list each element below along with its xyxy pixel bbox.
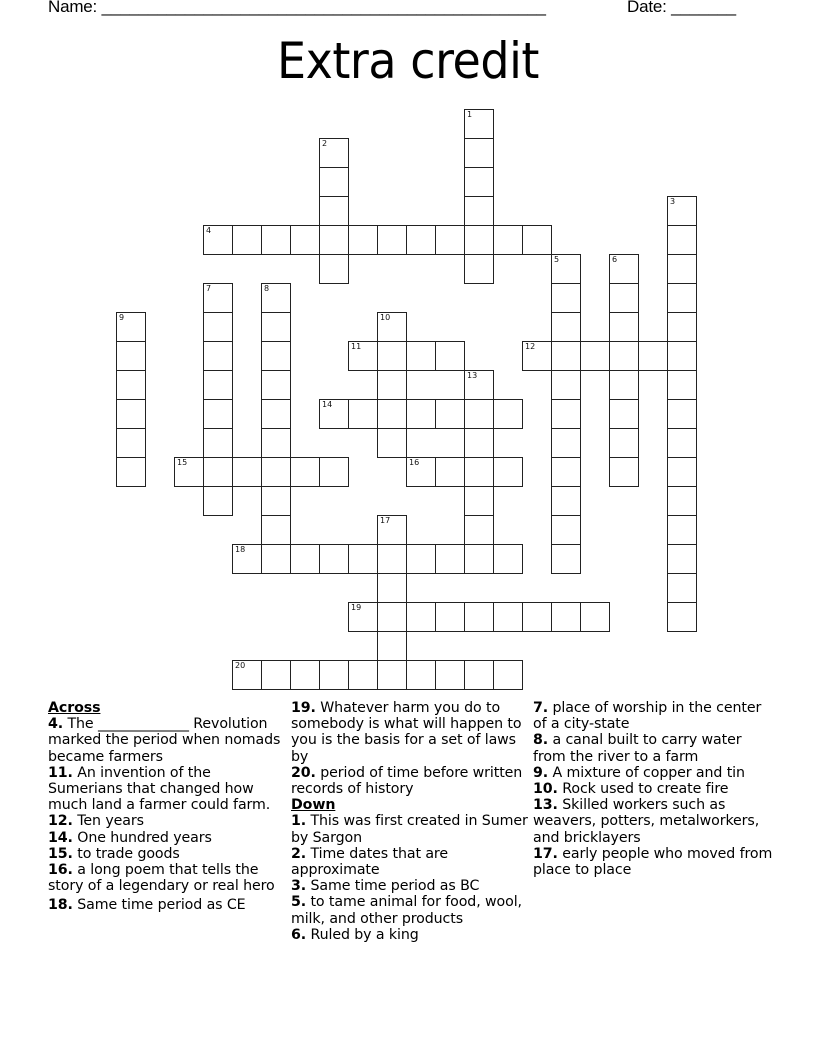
crossword-cell[interactable] [377, 428, 407, 458]
crossword-cell[interactable] [464, 138, 494, 168]
crossword-cell[interactable] [464, 254, 494, 284]
crossword-cell[interactable] [348, 399, 378, 429]
crossword-cell[interactable] [464, 602, 494, 632]
clue-text: Whatever harm you do to somebody is what will happen to you is the basis for a set of laws by [291, 700, 522, 765]
crossword-cell[interactable] [377, 602, 407, 632]
crossword-cell[interactable] [551, 602, 581, 632]
crossword-cell[interactable] [261, 399, 291, 429]
crossword-cell[interactable] [377, 573, 407, 603]
clue-down-5 [291, 894, 531, 926]
crossword-cell[interactable] [609, 370, 639, 400]
cell-number: 5 [554, 255, 560, 264]
clue-across-11 [48, 765, 288, 814]
clue-number: 8. [533, 732, 549, 749]
crossword-cell[interactable] [667, 341, 697, 371]
crossword-cell[interactable] [667, 370, 697, 400]
cell-number: 20 [235, 661, 246, 670]
clue-number: 12. [48, 813, 73, 830]
clue-across-15 [48, 846, 288, 862]
clue-number: 10. [533, 781, 558, 798]
crossword-cell[interactable] [551, 515, 581, 545]
clue-number: 3. [291, 878, 307, 895]
crossword-cell[interactable] [464, 428, 494, 458]
crossword-cell[interactable] [290, 457, 320, 487]
clue-text: This was first created in Sumer by Sargon [291, 813, 528, 846]
crossword-cell[interactable] [551, 341, 581, 371]
clue-number: 14. [48, 829, 73, 846]
clue-text: Rock used to create fire [557, 781, 729, 798]
crossword-cell[interactable] [203, 341, 233, 371]
clue-down-17 [533, 846, 773, 878]
crossword-cell[interactable] [377, 631, 407, 661]
crossword-cell[interactable] [609, 399, 639, 429]
date-field-label[interactable]: Date: _______ [627, 0, 736, 16]
crossword-cell[interactable] [261, 544, 291, 574]
crossword-cell[interactable] [261, 457, 291, 487]
cell-number: 12 [525, 342, 536, 351]
crossword-cell[interactable] [377, 660, 407, 690]
crossword-cell[interactable] [203, 428, 233, 458]
crossword-cell[interactable] [377, 341, 407, 371]
clue-number: 15. [48, 845, 73, 862]
crossword-cell[interactable] [667, 225, 697, 255]
clue-across-16 [48, 862, 288, 894]
crossword-cell[interactable] [464, 370, 494, 400]
crossword-cell[interactable] [348, 544, 378, 574]
crossword-cell[interactable] [609, 312, 639, 342]
clue-number: 11. [48, 764, 73, 781]
crossword-cell[interactable] [667, 428, 697, 458]
crossword-cell[interactable] [435, 660, 465, 690]
crossword-cell[interactable] [493, 225, 523, 255]
clue-text: Ten years [72, 813, 144, 830]
clue-text: place of worship in the center of a city-state [533, 700, 762, 733]
crossword-cell[interactable] [232, 660, 262, 690]
crossword-cell[interactable] [522, 225, 552, 255]
clue-down-7 [533, 700, 773, 732]
clue-text: Same time period as BC [306, 878, 480, 895]
crossword-cell[interactable] [435, 341, 465, 371]
clue-text: The _____________ Revolution marked the period when nomads became farmers [48, 716, 281, 765]
crossword-cell[interactable] [261, 283, 291, 313]
crossword-cell[interactable] [551, 254, 581, 284]
crossword-cell[interactable] [290, 225, 320, 255]
cell-number: 6 [612, 255, 618, 264]
clue-down-2 [291, 846, 531, 878]
clue-across-18 [48, 897, 288, 913]
crossword-cell[interactable] [203, 457, 233, 487]
crossword-cell[interactable] [667, 573, 697, 603]
crossword-cell[interactable] [638, 341, 668, 371]
clue-number: 2. [291, 845, 307, 862]
crossword-cell[interactable] [319, 457, 349, 487]
crossword-cell[interactable] [406, 457, 436, 487]
clue-text: a long poem that tells the story of a legendary or real hero [48, 862, 275, 895]
crossword-cell[interactable] [261, 515, 291, 545]
down-heading: Down [291, 797, 336, 814]
clue-text: Ruled by a king [306, 926, 419, 943]
crossword-cell[interactable] [377, 312, 407, 342]
clue-number: 17. [533, 845, 558, 862]
clue-number: 13. [533, 797, 558, 814]
crossword-cell[interactable] [435, 544, 465, 574]
crossword-cell[interactable] [522, 341, 552, 371]
crossword-cell[interactable] [319, 225, 349, 255]
crossword-cell[interactable] [667, 457, 697, 487]
clue-across-14 [48, 830, 288, 846]
crossword-cell[interactable] [261, 341, 291, 371]
clue-number: 7. [533, 700, 549, 716]
crossword-cell[interactable] [348, 602, 378, 632]
clue-down-1 [291, 813, 531, 845]
clue-down-6 [291, 927, 531, 943]
crossword-cell[interactable] [609, 428, 639, 458]
crossword-cell[interactable] [435, 457, 465, 487]
crossword-cell[interactable] [464, 109, 494, 139]
crossword-cell[interactable] [406, 399, 436, 429]
crossword-cell[interactable] [232, 457, 262, 487]
clue-number: 6. [291, 926, 307, 943]
clue-down-3 [291, 878, 531, 894]
clue-text: a canal built to carry water from the river to a farm [533, 732, 742, 765]
crossword-cell[interactable] [261, 370, 291, 400]
crossword-cell[interactable] [493, 457, 523, 487]
crossword-cell[interactable] [203, 225, 233, 255]
crossword-cell[interactable] [116, 428, 146, 458]
crossword-cell[interactable] [203, 283, 233, 313]
crossword-cell[interactable] [667, 254, 697, 284]
name-field-label[interactable]: Name: ________________________________________________ [48, 0, 546, 16]
cell-number: 14 [322, 400, 333, 409]
crossword-cell[interactable] [319, 254, 349, 284]
crossword-cell[interactable] [261, 486, 291, 516]
clues-column-1 [48, 700, 288, 914]
crossword-cell[interactable] [609, 283, 639, 313]
crossword-cell[interactable] [493, 544, 523, 574]
clue-down-8 [533, 732, 773, 764]
crossword-cell[interactable] [667, 544, 697, 574]
crossword-cell[interactable] [232, 544, 262, 574]
cell-number: 16 [409, 458, 420, 467]
crossword-cell[interactable] [551, 283, 581, 313]
crossword-cell[interactable] [551, 312, 581, 342]
crossword-cell[interactable] [551, 399, 581, 429]
cell-number: 2 [322, 139, 328, 148]
crossword-cell[interactable] [377, 515, 407, 545]
crossword-cell[interactable] [406, 341, 436, 371]
clue-number: 5. [291, 894, 307, 911]
crossword-cell[interactable] [464, 515, 494, 545]
crossword-cell[interactable] [493, 660, 523, 690]
crossword-cell[interactable] [667, 312, 697, 342]
clue-text: period of time before written records of history [291, 764, 523, 798]
crossword-cell[interactable] [667, 515, 697, 545]
clues-column-2 [291, 700, 531, 943]
crossword-cell[interactable] [290, 544, 320, 574]
cell-number: 15 [177, 458, 188, 467]
cell-number: 9 [119, 313, 125, 322]
crossword-cell[interactable] [464, 660, 494, 690]
clue-number: 1. [291, 813, 307, 830]
crossword-cell[interactable] [667, 602, 697, 632]
clue-across-20 [291, 765, 531, 797]
page-title: Extra credit [276, 32, 540, 90]
crossword-cell[interactable] [667, 283, 697, 313]
clue-across-4 [48, 716, 288, 765]
crossword-cell[interactable] [435, 225, 465, 255]
crossword-cell[interactable] [464, 486, 494, 516]
clue-text: Skilled workers such as weavers, potters, metalworkers, and bricklayers [533, 797, 760, 846]
clue-across-19 [291, 700, 531, 765]
cell-number: 7 [206, 284, 212, 293]
clues-column-3 [533, 700, 773, 878]
crossword-cell[interactable] [522, 602, 552, 632]
crossword-cell[interactable] [203, 370, 233, 400]
crossword-cell[interactable] [580, 602, 610, 632]
clue-down-13 [533, 797, 773, 846]
crossword-cell[interactable] [406, 544, 436, 574]
crossword-cell[interactable] [667, 196, 697, 226]
crossword-cell[interactable] [116, 312, 146, 342]
crossword-cell[interactable] [319, 167, 349, 197]
crossword-cell[interactable] [261, 225, 291, 255]
crossword-cell[interactable] [609, 341, 639, 371]
crossword-cell[interactable] [261, 428, 291, 458]
crossword-cell[interactable] [551, 370, 581, 400]
cell-number: 1 [467, 110, 473, 119]
crossword-cell[interactable] [203, 486, 233, 516]
clue-across-12 [48, 813, 288, 829]
clue-number: 18. [48, 897, 73, 914]
crossword-cell[interactable] [377, 399, 407, 429]
crossword-cell[interactable] [435, 602, 465, 632]
crossword-cell[interactable] [319, 138, 349, 168]
crossword-cell[interactable] [203, 399, 233, 429]
clue-text: to tame animal for food, wool, milk, and other products [291, 894, 522, 927]
crossword-cell[interactable] [406, 602, 436, 632]
crossword-cell[interactable] [319, 660, 349, 690]
clue-number: 16. [48, 862, 73, 879]
crossword-cell[interactable] [493, 399, 523, 429]
crossword-cell[interactable] [493, 602, 523, 632]
cell-number: 18 [235, 545, 246, 554]
crossword-cell[interactable] [319, 399, 349, 429]
crossword-cell[interactable] [232, 225, 262, 255]
crossword-cell[interactable] [464, 196, 494, 226]
clue-down-9 [533, 765, 773, 781]
crossword-cell[interactable] [464, 544, 494, 574]
cell-number: 17 [380, 516, 391, 525]
crossword-cell[interactable] [551, 486, 581, 516]
crossword-cell[interactable] [464, 167, 494, 197]
crossword-cell[interactable] [203, 312, 233, 342]
crossword-cell[interactable] [551, 457, 581, 487]
clue-text: early people who moved from place to place [533, 845, 773, 879]
clue-number: 19. [291, 700, 316, 716]
crossword-cell[interactable] [174, 457, 204, 487]
crossword-cell[interactable] [348, 341, 378, 371]
crossword-cell[interactable] [551, 428, 581, 458]
crossword-cell[interactable] [261, 312, 291, 342]
crossword-cell[interactable] [348, 225, 378, 255]
crossword-cell[interactable] [435, 399, 465, 429]
crossword-cell[interactable] [319, 544, 349, 574]
cell-number: 19 [351, 603, 362, 612]
clue-number: 20. [291, 764, 316, 781]
across-heading: Across [48, 700, 101, 716]
cell-number: 11 [351, 342, 362, 351]
crossword-cell[interactable] [667, 399, 697, 429]
clue-text: An invention of the Sumerians that changed how much land a farmer could farm. [48, 764, 271, 814]
crossword-cell[interactable] [116, 341, 146, 371]
clue-text: to trade goods [72, 845, 180, 862]
crossword-cell[interactable] [609, 457, 639, 487]
crossword-cell[interactable] [290, 660, 320, 690]
crossword-cell[interactable] [116, 399, 146, 429]
crossword-cell[interactable] [261, 660, 291, 690]
clue-text: Same time period as CE [72, 897, 246, 914]
cell-number: 4 [206, 226, 212, 235]
cell-number: 13 [467, 371, 478, 380]
crossword-cell[interactable] [116, 370, 146, 400]
clue-text: Time dates that are approximate [291, 845, 448, 879]
clue-text: One hundred years [72, 829, 212, 846]
crossword-cell[interactable] [667, 486, 697, 516]
crossword-cell[interactable] [377, 225, 407, 255]
crossword-cell[interactable] [464, 399, 494, 429]
crossword-cell[interactable] [406, 225, 436, 255]
crossword-cell[interactable] [406, 660, 436, 690]
crossword-cell[interactable] [377, 544, 407, 574]
cell-number: 8 [264, 284, 270, 293]
crossword-cell[interactable] [319, 196, 349, 226]
cell-number: 3 [670, 197, 676, 206]
clue-number: 4. [48, 716, 64, 733]
crossword-cell[interactable] [580, 341, 610, 371]
crossword-cell[interactable] [377, 370, 407, 400]
crossword-cell[interactable] [464, 457, 494, 487]
clue-down-10 [533, 781, 773, 797]
cell-number: 10 [380, 313, 391, 322]
crossword-cell[interactable] [551, 544, 581, 574]
clue-text: A mixture of copper and tin [548, 764, 745, 781]
crossword-cell[interactable] [116, 457, 146, 487]
crossword-cell[interactable] [609, 254, 639, 284]
clue-number: 9. [533, 764, 549, 781]
crossword-cell[interactable] [464, 225, 494, 255]
crossword-cell[interactable] [348, 660, 378, 690]
